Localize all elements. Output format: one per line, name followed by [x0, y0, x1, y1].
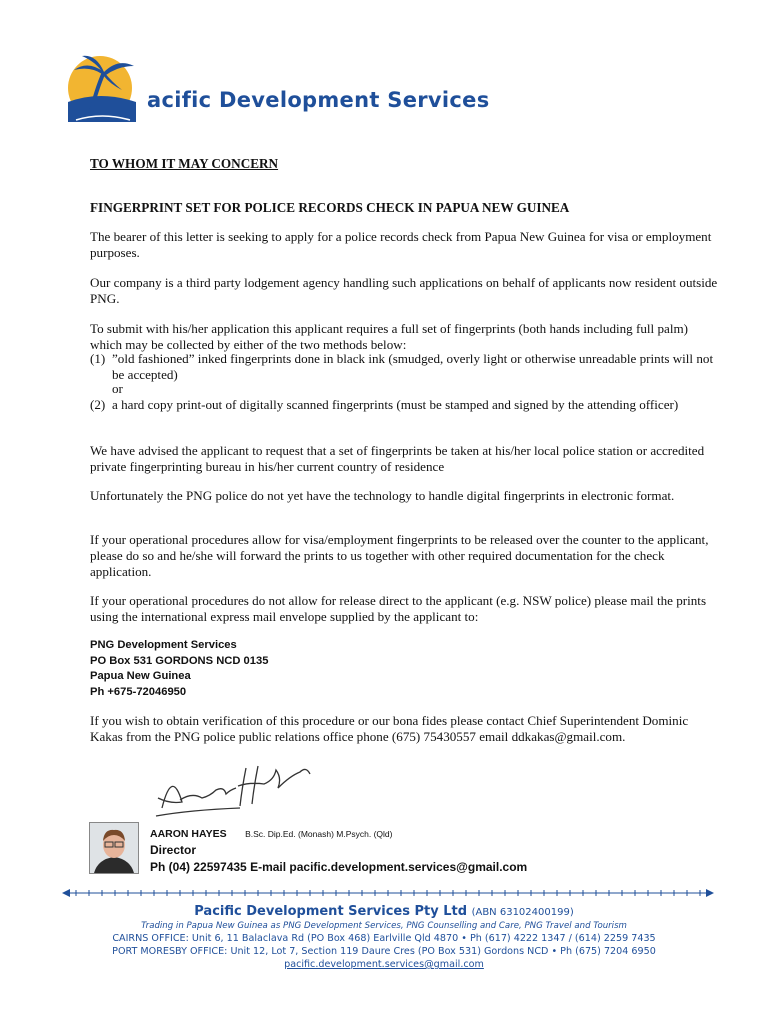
footer-divider [62, 886, 714, 900]
footer-cairns-office: CAIRNS OFFICE: Unit 6, 11 Balaclava Rd (PO Box 468) Earlville Qld 4870 • Ph (617) 4222 1347 / (614) 2259 7435 [112, 933, 656, 944]
list-text: a hard copy print-out of digitally scanned fingerprints (must be stamped and signed by the attending officer) [112, 397, 679, 412]
list-number: (1) [90, 351, 106, 366]
handwritten-signature [150, 758, 330, 826]
address-line: PNG Development Services [90, 639, 237, 651]
signature-block [150, 824, 527, 876]
paragraph-8: If you wish to obtain verification of this procedure or our bona fides please contact Chief Superintendent Dominic Kakas from the PNG police public relations office phone (675) 75430557 email ddkakas@gmail.com. [90, 713, 689, 744]
footer-trading-names: Trading in Papua New Guinea as PNG Development Services, PNG Counselling and Care, PNG Travel and Tourism [141, 921, 627, 931]
method-2 [90, 397, 718, 413]
logo-wordmark: acific Development Services [147, 88, 490, 112]
list-number: (2) [90, 397, 106, 412]
signatory-contact: Ph (04) 22597435 E-mail pacific.development.services@gmail.com [150, 860, 528, 874]
subject-heading: FINGERPRINT SET FOR POLICE RECORDS CHECK IN PAPUA NEW GUINEA [90, 200, 570, 215]
sun-palm-icon [52, 50, 162, 130]
address-line: PO Box 531 GORDONS NCD 0135 [90, 654, 269, 667]
paragraph-5: Unfortunately the PNG police do not yet have the technology to handle digital fingerprints in electronic format. [90, 488, 675, 503]
paragraph-7: If your operational procedures do not allow for release direct to the applicant (e.g. NSW police) please mail the prints using the international express mail envelope supplied by the applicant to: [90, 593, 707, 624]
signatory-title: Director [150, 843, 197, 857]
company-abn: (ABN 63102400199) [471, 907, 574, 918]
paragraph-6: If your operational procedures allow for visa/employment fingerprints to be released over the counter to the applicant, please do so and he/she will forward the prints to us together with other required documentation for the check application. [90, 532, 709, 579]
footer-moresby-office: PORT MORESBY OFFICE: Unit 12, Lot 7, Section 119 Daure Cres (PO Box 531) Gordons NCD • Ph (675) 7204 6950 [112, 946, 656, 957]
signatory-photo [89, 822, 139, 874]
signatory-qualifications: B.Sc. Dip.Ed. (Monash) M.Psych. (Qld) [245, 829, 393, 839]
company-name: Pacific Development Services Pty Ltd [194, 904, 468, 919]
or-separator: or [112, 381, 123, 396]
paragraph-1: The bearer of this letter is seeking to apply for a police records check from Papua New Guinea for visa or employment purposes. [90, 229, 712, 260]
signatory-name: AARON HAYES [150, 828, 227, 840]
address-line: Ph +675-72046950 [90, 685, 187, 698]
address-line: Papua New Guinea [90, 670, 191, 682]
method-1 [90, 351, 718, 383]
paragraph-4: We have advised the applicant to request that a set of fingerprints be taken at his/her local police station or accredited private fingerprinting bureau in his/her current country of residence [90, 443, 705, 474]
salutation: TO WHOM IT MAY CONCERN [90, 156, 279, 171]
footer-company [0, 904, 768, 919]
mailing-address [90, 638, 268, 700]
paragraph-3: To submit with his/her application this applicant requires a full set of fingerprints (both hands including full palm) which may be collected by either of the two methods below: [90, 321, 689, 352]
footer-email-link[interactable]: pacific.development.services@gmail.com [284, 959, 484, 970]
company-logo [52, 50, 490, 130]
paragraph-2: Our company is a third party lodgement agency handling such applications on behalf of applicants now resident outside PNG. [90, 275, 718, 306]
list-text: ”old fashioned” inked fingerprints done in black ink (smudged, overly light or otherwise unreadable prints will not be accepted) [112, 351, 714, 382]
